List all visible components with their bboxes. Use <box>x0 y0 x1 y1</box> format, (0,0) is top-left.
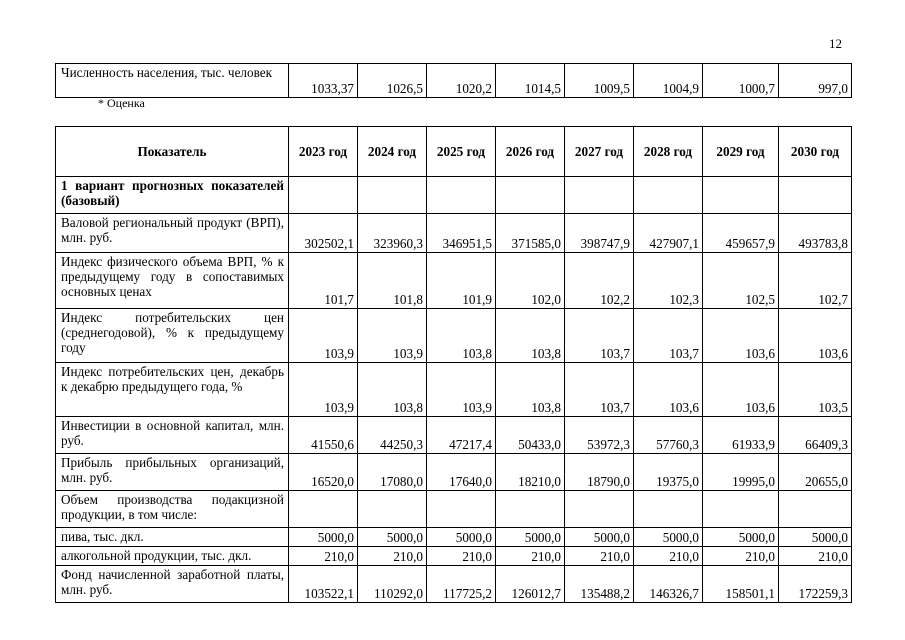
row-value: 103,7 <box>565 363 634 417</box>
page-number: 12 <box>829 36 842 51</box>
empty-cell <box>565 177 634 214</box>
row-value: 101,7 <box>289 253 358 309</box>
section-title: 1 вариант прогнозных показателей (базовый) <box>56 177 289 214</box>
row-value: 5000,0 <box>496 528 565 547</box>
population-value: 1004,9 <box>634 64 703 98</box>
row-value: 146326,7 <box>634 566 703 603</box>
population-value: 1009,5 <box>565 64 634 98</box>
row-value <box>703 491 779 528</box>
row-value: 47217,4 <box>427 417 496 454</box>
row-value: 103,8 <box>427 309 496 363</box>
header-year: 2029 год <box>703 127 779 177</box>
table-row <box>56 309 852 363</box>
population-table <box>55 63 852 98</box>
row-value: 5000,0 <box>565 528 634 547</box>
row-label: Валовой региональный продукт (ВРП), млн. руб. <box>56 214 289 253</box>
row-value: 103,7 <box>565 309 634 363</box>
row-label: алкогольной продукции, тыс. дкл. <box>56 547 289 566</box>
footnote: * Оценка <box>98 96 145 110</box>
row-value: 18210,0 <box>496 454 565 491</box>
row-value: 103,8 <box>496 309 565 363</box>
row-value: 17080,0 <box>358 454 427 491</box>
row-value: 110292,0 <box>358 566 427 603</box>
row-value <box>634 491 703 528</box>
row-value: 210,0 <box>779 547 852 566</box>
table-header <box>56 127 852 177</box>
row-value: 16520,0 <box>289 454 358 491</box>
row-value: 102,7 <box>779 253 852 309</box>
row-value: 210,0 <box>496 547 565 566</box>
row-value: 5000,0 <box>703 528 779 547</box>
row-label: Индекс потребительских цен, декабрь к декабрю предыдущего года, % <box>56 363 289 417</box>
row-value: 493783,8 <box>779 214 852 253</box>
row-value: 5000,0 <box>634 528 703 547</box>
row-value: 323960,3 <box>358 214 427 253</box>
row-value: 210,0 <box>289 547 358 566</box>
forecast-table <box>55 126 852 603</box>
row-value: 210,0 <box>427 547 496 566</box>
table-row <box>56 528 852 547</box>
population-value: 1020,2 <box>427 64 496 98</box>
row-value: 103522,1 <box>289 566 358 603</box>
population-value: 1033,37 <box>289 64 358 98</box>
table-row <box>56 454 852 491</box>
row-label: Индекс физического объема ВРП, % к предыдущему году в сопоставимых основных ценах <box>56 253 289 309</box>
row-value: 103,9 <box>289 309 358 363</box>
row-value: 103,6 <box>779 309 852 363</box>
row-value: 102,2 <box>565 253 634 309</box>
empty-cell <box>703 177 779 214</box>
row-value: 103,5 <box>779 363 852 417</box>
row-value: 5000,0 <box>289 528 358 547</box>
row-value: 210,0 <box>634 547 703 566</box>
row-value: 53972,3 <box>565 417 634 454</box>
row-value: 103,6 <box>703 309 779 363</box>
table-row <box>56 363 852 417</box>
row-value: 20655,0 <box>779 454 852 491</box>
table-row <box>56 491 852 528</box>
row-value: 103,7 <box>634 309 703 363</box>
empty-cell <box>427 177 496 214</box>
row-value <box>565 491 634 528</box>
row-value <box>427 491 496 528</box>
row-value: 102,3 <box>634 253 703 309</box>
row-value: 102,5 <box>703 253 779 309</box>
row-label: Объем производства подакцизной продукции, в том числе: <box>56 491 289 528</box>
row-label: Прибыль прибыльных организаций, млн. руб. <box>56 454 289 491</box>
row-value: 371585,0 <box>496 214 565 253</box>
row-value: 302502,1 <box>289 214 358 253</box>
empty-cell <box>289 177 358 214</box>
table-row <box>56 566 852 603</box>
row-value <box>779 491 852 528</box>
row-value: 44250,3 <box>358 417 427 454</box>
header-year: 2030 год <box>779 127 852 177</box>
header-year: 2025 год <box>427 127 496 177</box>
row-value: 18790,0 <box>565 454 634 491</box>
header-year: 2026 год <box>496 127 565 177</box>
row-value: 66409,3 <box>779 417 852 454</box>
header-year: 2023 год <box>289 127 358 177</box>
population-label: Численность населения, тыс. человек <box>56 64 289 98</box>
row-value: 398747,9 <box>565 214 634 253</box>
row-value: 172259,3 <box>779 566 852 603</box>
row-value: 5000,0 <box>427 528 496 547</box>
row-value: 346951,5 <box>427 214 496 253</box>
population-row <box>56 64 852 98</box>
row-value: 103,9 <box>289 363 358 417</box>
row-value: 459657,9 <box>703 214 779 253</box>
row-value: 103,6 <box>703 363 779 417</box>
empty-cell <box>779 177 852 214</box>
row-value: 210,0 <box>358 547 427 566</box>
row-value: 117725,2 <box>427 566 496 603</box>
row-value: 50433,0 <box>496 417 565 454</box>
table-row <box>56 253 852 309</box>
row-value: 41550,6 <box>289 417 358 454</box>
population-value: 1000,7 <box>703 64 779 98</box>
row-value: 427907,1 <box>634 214 703 253</box>
empty-cell <box>358 177 427 214</box>
row-value: 101,8 <box>358 253 427 309</box>
row-value: 103,8 <box>358 363 427 417</box>
population-value: 1026,5 <box>358 64 427 98</box>
row-value: 135488,2 <box>565 566 634 603</box>
section-row <box>56 177 852 214</box>
empty-cell <box>634 177 703 214</box>
row-value: 57760,3 <box>634 417 703 454</box>
table-body <box>56 214 852 603</box>
header-year: 2027 год <box>565 127 634 177</box>
row-label: Фонд начисленной заработной платы, млн. руб. <box>56 566 289 603</box>
row-value: 103,8 <box>496 363 565 417</box>
row-value: 102,0 <box>496 253 565 309</box>
row-value: 5000,0 <box>358 528 427 547</box>
row-value: 103,9 <box>358 309 427 363</box>
row-value: 126012,7 <box>496 566 565 603</box>
header-year: 2024 год <box>358 127 427 177</box>
row-value: 101,9 <box>427 253 496 309</box>
row-value: 19995,0 <box>703 454 779 491</box>
header-year: 2028 год <box>634 127 703 177</box>
row-value: 61933,9 <box>703 417 779 454</box>
population-value: 1014,5 <box>496 64 565 98</box>
row-value: 103,9 <box>427 363 496 417</box>
row-value <box>289 491 358 528</box>
row-value: 5000,0 <box>779 528 852 547</box>
header-indicator: Показатель <box>56 127 289 177</box>
row-label: Индекс потребительских цен (среднегодовой), % к предыдущему году <box>56 309 289 363</box>
row-value: 17640,0 <box>427 454 496 491</box>
population-value: 997,0 <box>779 64 852 98</box>
row-label: Инвестиции в основной капитал, млн. руб. <box>56 417 289 454</box>
table-row <box>56 547 852 566</box>
row-value: 158501,1 <box>703 566 779 603</box>
row-label: пива, тыс. дкл. <box>56 528 289 547</box>
row-value: 210,0 <box>703 547 779 566</box>
empty-cell <box>496 177 565 214</box>
row-value <box>358 491 427 528</box>
row-value <box>496 491 565 528</box>
row-value: 210,0 <box>565 547 634 566</box>
row-value: 103,6 <box>634 363 703 417</box>
row-value: 19375,0 <box>634 454 703 491</box>
table-row <box>56 214 852 253</box>
table-row <box>56 417 852 454</box>
